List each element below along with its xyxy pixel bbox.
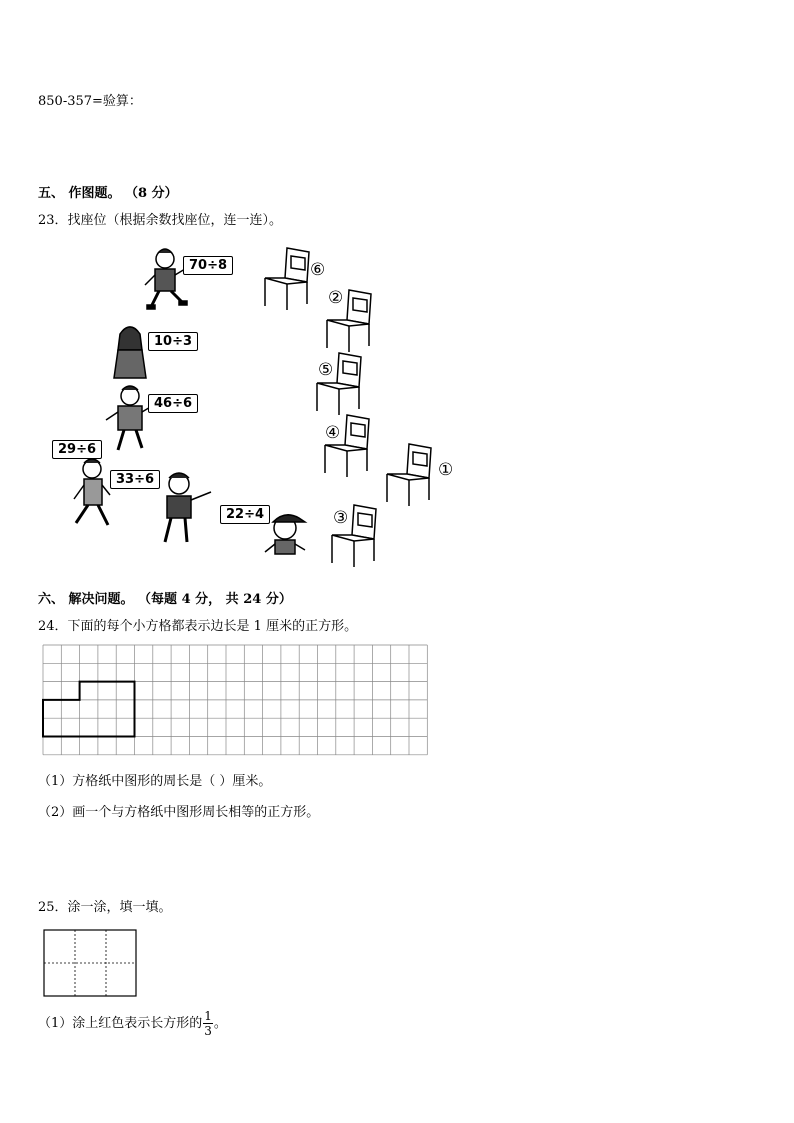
section-6-title: 六、 解决问题。 （每题 4 分， 共 24 分） xyxy=(38,592,292,607)
kid-bubble-6: 22÷4 xyxy=(220,505,270,524)
section-5-title: 五、 作图题。 （8 分） xyxy=(38,186,178,201)
seat-matching-illustration xyxy=(40,240,480,580)
question-24-text: 24．下面的每个小方格都表示边长是 1 厘米的正方形。 xyxy=(38,619,358,634)
kid-figure xyxy=(165,473,211,542)
kid-figure xyxy=(106,386,152,450)
question-25-sub-1-prefix: （1）涂上红色表示长方形的 xyxy=(38,1016,203,1031)
chair xyxy=(387,444,431,506)
fraction-denominator: 3 xyxy=(204,1024,212,1038)
kid-figure xyxy=(145,249,187,309)
question-24-sub-2: （2）画一个与方格纸中图形周长相等的正方形。 xyxy=(38,805,320,820)
kid-bubble-5: 33÷6 xyxy=(110,470,160,489)
square-grid xyxy=(42,644,428,758)
fraction-one-third xyxy=(203,1010,213,1037)
kid-figure xyxy=(114,327,146,378)
question-25-text: 25．涂一涂，填一填。 xyxy=(38,900,172,915)
kid-bubble-4: 29÷6 xyxy=(52,440,102,459)
seat-number: ④ xyxy=(325,423,341,443)
kid-bubble-1: 70÷8 xyxy=(183,256,233,275)
seat-number: ⑥ xyxy=(310,260,326,280)
seat-number: ① xyxy=(438,460,454,480)
fraction-numerator: 1 xyxy=(204,1009,212,1023)
seat-number: ⑤ xyxy=(318,360,334,380)
calc-line: 850-357=验算： xyxy=(38,94,142,109)
seat-number: ② xyxy=(328,288,344,308)
kids-and-chairs-drawing xyxy=(40,240,480,580)
shape-outline xyxy=(43,682,135,737)
kid-figure xyxy=(265,515,305,554)
kid-bubble-3: 46÷6 xyxy=(148,394,198,413)
chair xyxy=(265,248,309,310)
divided-rectangle xyxy=(43,929,139,999)
question-25-sub-1-suffix: 。 xyxy=(213,1016,227,1031)
kid-figure xyxy=(74,459,110,525)
question-25-sub-1 xyxy=(38,1010,227,1037)
question-24-sub-1: （1）方格纸中图形的周长是（ ）厘米。 xyxy=(38,774,272,789)
seat-number: ③ xyxy=(333,508,349,528)
rectangle-drawing xyxy=(43,929,139,999)
question-23-text: 23．找座位（根据余数找座位，连一连）。 xyxy=(38,213,283,228)
kid-bubble-2: 10÷3 xyxy=(148,332,198,351)
grid-drawing xyxy=(42,644,428,758)
